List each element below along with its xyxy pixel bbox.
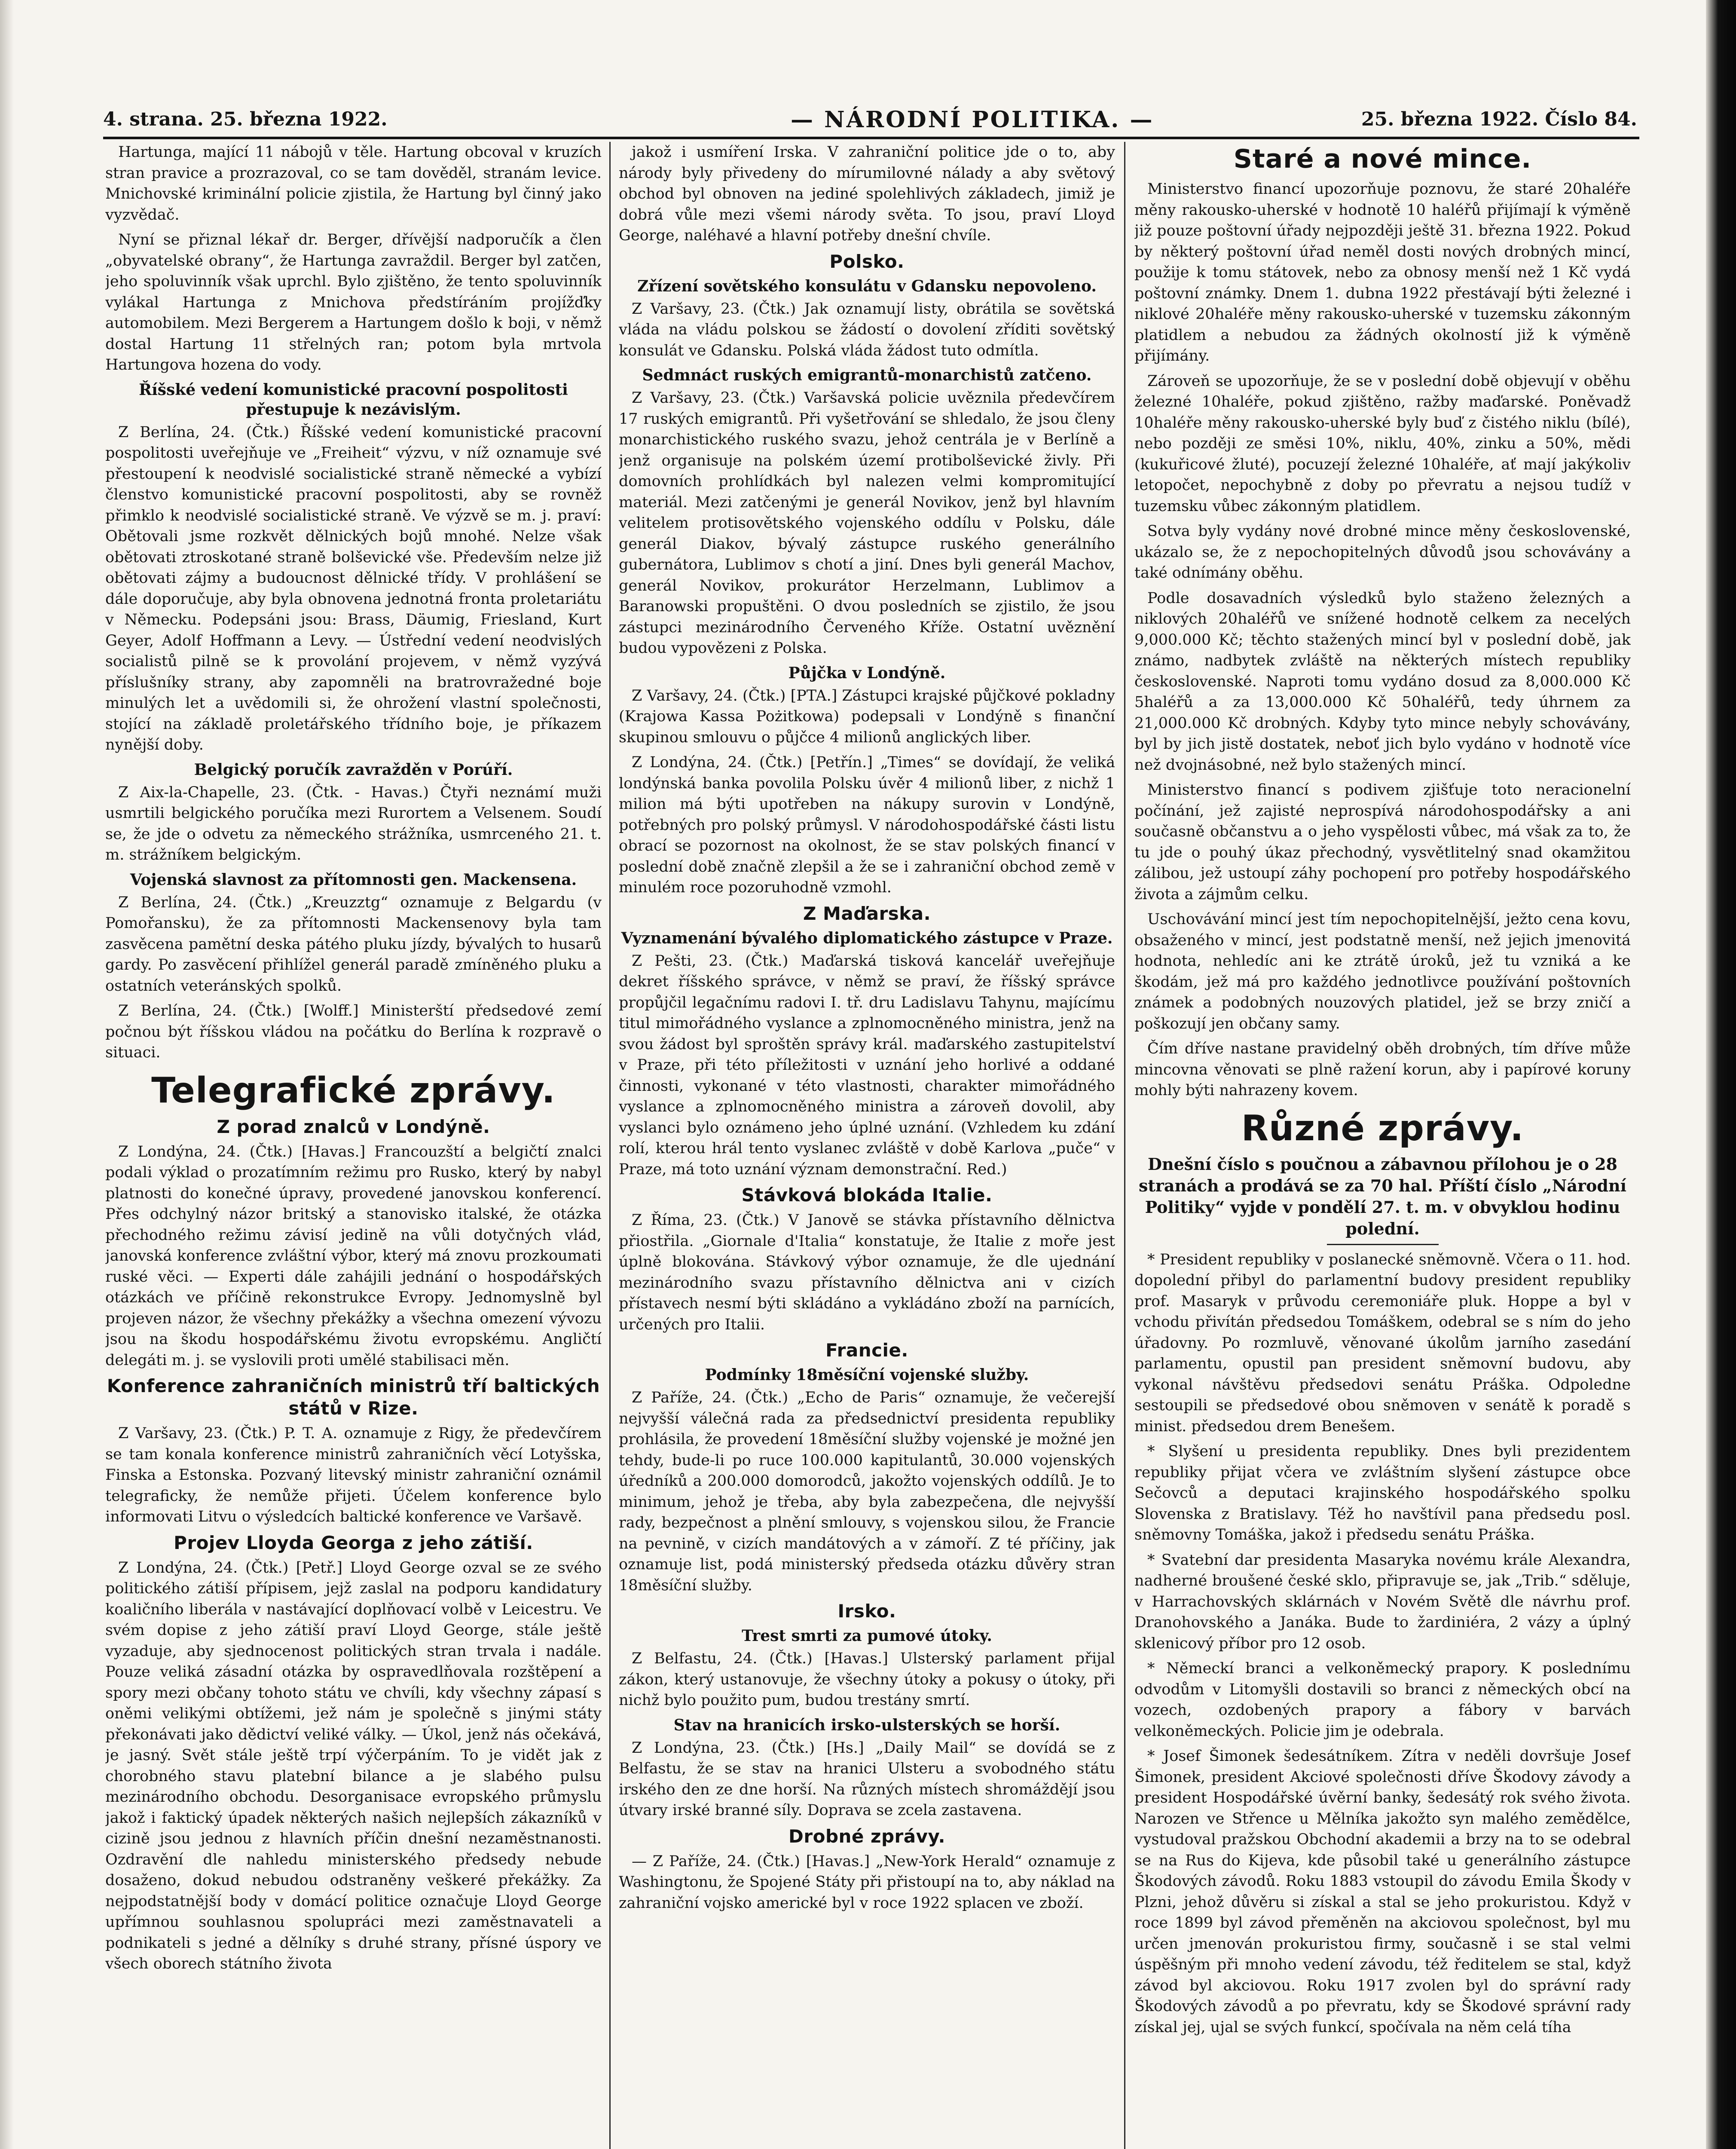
section-headline: Stávková blokáda Italie. xyxy=(741,1185,993,1206)
header-rule xyxy=(103,137,1639,139)
article-headline: Zřízení sovětského konsulátu v Gdansku nepovoleno. xyxy=(637,277,1097,295)
masthead-title: — NÁRODNÍ POLITIKA. — xyxy=(791,107,1154,133)
article-headline: Konference zahraničních ministrů tří baltických států v Rize. xyxy=(107,1375,600,1419)
column-divider-1 xyxy=(609,142,611,2149)
article-paragraph: Z Pešti, 23. (Čtk.) Maďarská tisková kancelář uveřejňuje dekret říšského správce, v němž se praví, že říšský správce propůjčil legačnímu radovi I. tř. dru Ladislavu Tahynu, majícímu titul mimořádného vyslance a zplnomocněného ministra, jenž na svou žádost byl sproštěn správy král. maďarského zastupitelství v Praze, při této příležitosti v uznání jeho horlivé a oddané činnosti, vykonané v této vlastnosti, charakter mimořádného vyslance a zplnomocněného ministra a zároveň dovolil, aby vyslanci bylo oznámeno jeho úplné uznání. (Vzhledem ku zdání rolí, kterou hrál tento vyslanec zvláště v době Karlova „puče“ v Praze, má toto uznání význam demonstrační. Red.) xyxy=(619,952,1115,1178)
article-paragraph: Z Říma, 23. (Čtk.) V Janově se stávka přístavního dělnictva přiostřila. „Giornale d'Italia“ konstatuje, že Italie z moře jest úplně blokována. Stávkový výbor oznamuje, že dle ujednání mezinárodního svazu přístavního dělnictva ani v cizích přístavech nesmí býti skládáno a vykládáno zboží na parnících, určených pro Italii. xyxy=(619,1212,1115,1333)
article-paragraph: Z Aix-la-Chapelle, 23. (Čtk. - Havas.) Čtyři neznámí muži usmrtili belgického poručíka mezi Rurortem a Velsenem. Soudí se, že jde o odvetu za německého strážníka, usmrceného 21. t. m. strážníkem belgickým. xyxy=(105,784,602,863)
header-issue-number: 25. března 1922. Číslo 84. xyxy=(1361,108,1637,130)
column-2 xyxy=(619,142,1115,2149)
article-headline: Vojenská slavnost za přítomnosti gen. Mackensena. xyxy=(130,870,577,889)
article-paragraph: * Slyšení u presidenta republiky. Dnes byli prezidentem republiky přijat včera ve zvláštním slyšení zástupce obce Sečovců a deputaci krajinského hospodářského spolku Slovenska z Bratislavy. Též ho navštívil pana předsedu posl. sněmovny Tomáška, jakož i předsedu senátu Práška. xyxy=(1134,1443,1631,1543)
article-headline: Z porad znalců v Londýně. xyxy=(217,1116,490,1137)
article-paragraph: Uschovávání mincí jest tím nepochopitelnější, ježto cena kovu, obsaženého v mincí, jest podstatně menší, než jejich jmenovitá hodnota, nehledíc ani ke ztrátě úroků, jež tu vzniká a ke škodám, jež má pro každého jednotlivce používání poštovních známek a podobných nouzových platidel, jež se brzy zničí a poškozují jen občany samy. xyxy=(1134,911,1631,1032)
article-paragraph: Hartunga, mající 11 nábojů v těle. Hartung obcoval v kruzích stran pravice a prozrazoval, co se tam dověděl, stranám levice. Mnichovské kriminální policie zjistila, že Hartung byl činný jako vyzvědač. xyxy=(105,144,602,223)
scan-right-edge xyxy=(1706,0,1736,2149)
column-1 xyxy=(105,142,602,2149)
article-paragraph: Zároveň se upozorňuje, že se v poslední době objevují v oběhu železné 10haléře, pokud zjištěno, ražby maďarské. Poněvadž 10haléře měny rakousko-uherské byly buď z čistého niklu (bílé), nebo později ze směsi 10%, niklu, 40%, zinku a 50%, mědi (kukuřicové žluté), pocuzejí železné 10haléře, ať mají jakýkoliv letopočet, nepochybně z doby po převratu a nejsou tudíž v tuzemsku vůbec zákonným platidlem. xyxy=(1134,372,1631,515)
article-paragraph: Z Berlína, 24. (Čtk.) [Wolff.] Ministerští předsedové zemí počnou být říšskou vládou na počátku do Berlína k rozpravě o situaci. xyxy=(105,1002,602,1061)
header-date-left: 4. strana. 25. března 1922. xyxy=(103,108,388,130)
column-divider-2 xyxy=(1124,142,1125,2149)
section-headline: Polsko. xyxy=(829,251,905,272)
article-paragraph: Z Londýna, 24. (Čtk.) [Petř.] Lloyd George ozval se ze svého politického zátiší přípisem, jejž zaslal na podporu kandidatury koaličního liberála v nastávající doplňovací volbě v Leicestru. Ve svém dopise z jeho zátiší praví Lloyd George, stále ještě vyzaduje, aby sjednocenost politických stran trvala i nadále. Pouze veliká zásadní otázka by ospravedlňovala rozštěpení a spory mezi občany tohoto státu ve chvíli, kdy všechny zápasí s oněmi velikými obtížemi, jež nám je společně s jinými státy překonávati jako dědictví veliké války. — Úkol, jenž nás očekává, je jasný. Svět stále ještě trpí výčerpáním. To je vidět jak z chorobného stavu platební bilance a je slabého pulsu mezinárodního obchodu. Desorganisace evropského průmyslu jakož i faktický úpadek některých našich nejlepších zákazníků v cizině jsou jednou z hlavních příčin dnešní nezaměstnanosti. Ozdravění dle nahledu ministerského předsedy nebude dosaženo, dokud nebudou odstraněny veškeré překážky. Za nejpodstatnější body v domácí politice označuje Lloyd George upřímnou souhlasnou spolupráci mezi zaměstnavateli a podnikateli s jedné a dělníky s druhé strany, přísné úspory ve všech oborech státního života xyxy=(105,1559,602,1972)
section-title: Staré a nové mince. xyxy=(1233,144,1532,174)
article-headline: Podmínky 18měsíční vojenské služby. xyxy=(705,1366,1029,1384)
article-paragraph: jakož i usmíření Irska. V zahraniční politice jde o to, aby národy byly přivedeny do mírumilovné nálady a aby světový obchod byl obnoven na jediné spolehlivých základech, jimiž je dobrá vůle mezi všemi národy světa. To jsou, praví Lloyd George, naléhavé a hlavní potřeby dnešní chvíle. xyxy=(619,144,1115,244)
article-headline: Belgický poručík zavražděn v Porúří. xyxy=(194,760,513,779)
article-headline: Sedmnáct ruských emigrantů-monarchistů zatčeno. xyxy=(642,366,1092,384)
article-paragraph: Z Paříže, 24. (Čtk.) „Echo de Paris“ oznamuje, že večerejší nejvyšší válečná rada za předsednictví presidenta republiky prohlásila, že provedení 18měsíční služby vojenské je možné jen tehdy, bude-li po ruce 100.000 kapitulantů, 30.000 vojenských úředníků a 200.000 domorodců, jakožto vojenských oddílů. Je to minimum, jehož je třeba, aby byla zabezpečena, dle nejvyšší rady, bezpečnost a plnění smlouvy, s vojenskou silou, že Francie na pevnině, v cizích mandátových a v zámoří. Z té příčiny, jak oznamuje list, podá ministerský předseda otázku důvěry stran 18měsíční služby. xyxy=(619,1389,1115,1594)
article-paragraph: Z Londýna, 23. (Čtk.) [Hs.] „Daily Mail“ se dovídá se z Belfastu, že se stav na hranici Ulsteru a svobodného státu irského den ze dne horší. Na různých místech shromáždějí jsou útvary irské branné síly. Doprava se zcela zastavena. xyxy=(619,1739,1115,1819)
article-headline: Projev Lloyda Georga z jeho zátiší. xyxy=(174,1532,533,1553)
article-paragraph: Čím dříve nastane pravidelný oběh drobných, tím dříve může mincovna věnovati se plně ražení korun, aby i papírové koruny mohly býti nahrazeny kovem. xyxy=(1134,1040,1631,1099)
article-paragraph: Z Varšavy, 24. (Čtk.) [PTA.] Zástupci krajské půjčkové pokladny (Krajowa Kassa Pożitkowa) podepsali v Londýně s finanční skupinou smlouvu o půjčce 4 milionů anglických liber. xyxy=(619,687,1115,746)
article-paragraph: Podle dosavadních výsledků bylo staženo železných a niklových 20haléřů ve snížené hodnotě celkem za necelých 9,000.000 Kč; těchto stažených mincí byl v poslední době, jak známo, nadbytek zvláště na některých místech republiky československé. Naproti tomu vydáno dosud za 8,000.000 Kč 5haléřů a za 13,000.000 Kč 50haléřů, tedy úhrnem za 21,000.000 Kč drobných. Kdyby tyto mince nebyly schovávány, byl by jich jistě dostatek, neboť jich bylo vydáno v hodnotě více než dvojnásobné, než bylo stažených mincí. xyxy=(1134,589,1631,774)
article-paragraph: Ministerstvo financí s podivem zjišťuje toto neracionelní počínání, jež zajisté neprospívá národohospodářsky a ani současně občanstvu a o jeho vyspělosti vůbec, má však za to, že tu jde o pouhý úkaz přechodný, vysvětlitelný snad okamžitou zálibou, jež ustoupí záhy pochopení pro potřeby hospodářského života a zájmům celku. xyxy=(1134,781,1631,903)
article-paragraph: Sotva byly vydány nové drobné mince měny československé, ukázalo se, že z nepochopitelných důvodů jsou schovávány a také odnímány oběhu. xyxy=(1134,523,1631,582)
section-headline: Irsko. xyxy=(837,1601,896,1622)
article-paragraph: * Josef Šimonek šedesátníkem. Zítra v neděli dovršuje Josef Šimonek, president Akciové společnosti dříve Škodovy závody a president Hospodářské úvěrní banky, šedesátý rok svého života. Narozen ve Střence u Mělníka jakožto syn malého zemědělce, vystudoval pražskou Obchodní akademii a brzy na to se odebral se na Rus do Kijeva, kde působil také u generálního zástupce Škodových závodů. Roku 1883 vstoupil do závodu Emila Škody v Plzni, jehož důvěru si získal a stal se jeho prokuristou. Když v roce 1899 byl závod přeměněn na akciovou společnost, byl mu určen jmenován prokuristou firmy, současně i se stal velmi úspěšným při mnoho vedení závodu, též ředitelem se stal, když závod byl akciovou. Roku 1917 zvolen byl do správní rady Škodových závodů a po převratu, kdy se Škodové správní rady získal jej, ujal se svých funkcí, spočívala na něm celá tíha xyxy=(1134,1748,1631,2036)
article-paragraph: Z Londýna, 24. (Čtk.) [Havas.] Francouzští a belgičtí znalci podali výklad o prozatímním režimu pro Rusko, který by nabyl platnosti do konečné úpravy, provedené janovskou konferencí. Přes odchylný názor britský a stanovisko italské, že otázka přechodného režimu závisí jedině na vůli dotyčných vlád, janovská konference zvláštní výbor, který má znovu prozkoumati ruské věci. — Experti dále zahájili jednání o hospodářských otázkách ve příčině rekonstrukce Evropy. Jednomyslně byl projeven názor, že všechny překážky a všechna omezení vývozu jsou na škodu hospodářskému životu evropskému. Angličtí delegáti m. j. se vyslovili proti umělé stabilisaci měn. xyxy=(105,1143,602,1369)
article-paragraph: Z Varšavy, 23. (Čtk.) Jak oznamují listy, obrátila se sovětská vláda na vládu polskou se žádostí o dovolení zříditi sovětský konsulát ve Gdansku. Polská vláda žádost tuto odmítla. xyxy=(619,300,1115,359)
article-paragraph: Z Londýna, 24. (Čtk.) [Petřín.] „Times“ se dovídají, že veliká londýnská banka povolila Polsku úvěr 4 milionů liber, z nichž 1 milion má býti upotřeben na nákupy surovin v Londýně, potřebných pro polský průmysl. V národohospodářské části listu obrací se pozornost na okolnost, že se stav polských financí v poslední době značně zlepšil a že se i zahraniční obchod země v minulém roce pozoruhodně vzmohl. xyxy=(619,754,1115,896)
article-paragraph: * President republiky v poslanecké sněmovně. Včera o 11. hod. dopolední přibyl do parlamentní budovy president republiky prof. Masaryk v průvodu ceremoniáře pluk. Hoppe a byl v vchodu přivítán předsedou Tomáškem, odebral se s ním do jeho úřadovny. Po rozmluvě, věnované úkolům jarního zasedání parlamentu, opustil pan president sněmovní budovu, aby vykonal návštěvu předsedovi senátu Práška. Odpoledne sestoupili se předsedové obou sněmoven v senátě k poradě s minist. předsedou drem Benešem. xyxy=(1134,1251,1631,1435)
article-paragraph: Nyní se přiznal lékař dr. Berger, dřívější nadporučík a člen „obyvatelské obrany“, že Hartunga zavraždil. Berger byl zatčen, jeho spoluvinník však uprchl. Bylo zjištěno, že tento spoluvinník vylákal Hartunga z Mnichova předstíráním projížďky automobilem. Mezi Bergerem a Hartungem došlo k boji, v němž dostal Hartung 11 střelných ran; potom byla mrtvola Hartungova hozena do vody. xyxy=(105,231,602,373)
article-headline: Stav na hranicích irsko-ulsterských se horší. xyxy=(673,1716,1061,1734)
article-paragraph: * Německí branci a velkoněmecký prapory. K poslednímu odvodům v Litomyšli dostavili so branci z německých obcí na vozech, ozdobených prapory a fábory v barvách velkoněmeckých. Policie jim je odebrala. xyxy=(1134,1660,1631,1740)
article-headline: Vyznamenání bývalého diplomatického zástupce v Praze. xyxy=(621,929,1113,947)
article-paragraph: — Z Paříže, 24. (Čtk.) [Havas.] „New-York Herald“ oznamuje z Washingtonu, že Spojené Státy při přistoupí na to, aby náklad na zahraniční vojsko americké byl v roce 1922 splacen ve zboží. xyxy=(619,1852,1115,1912)
section-title: Různé zprávy. xyxy=(1241,1108,1524,1149)
article-paragraph: Z Berlína, 24. (Čtk.) „Kreuzztg“ oznamuje z Belgardu (v Pomořansku), že za přítomnosti Mackensenovy byla tam zasvěcena pamětní deska pátého pluku jízdy, bývalých to husarů gardy. Po zasvěcení přihlížel generál paradě zmíněného pluku a ostatních veteránských spolků. xyxy=(105,894,602,995)
section-headline: Francie. xyxy=(825,1340,908,1361)
article-paragraph: Z Belfastu, 24. (Čtk.) [Havas.] Ulsterský parlament přijal zákon, který ustanovuje, že všechny útoky a pokusy o útoky, při nichž bylo použito pum, budou trestány smrtí. xyxy=(619,1650,1115,1709)
column-3 xyxy=(1134,142,1631,2149)
article-paragraph: * Svatební dar presidenta Masaryka novému krále Alexandra, nadherné broušené české sklo, připravuje se, jak „Trib.“ sděluje, v Harrachovských sklárnách v Novém Světě dle návrhu prof. Dranohovského a Janáka. Bude to žardiniéra, 2 vázy a úplný sklenicový příbor pro 12 osob. xyxy=(1134,1551,1631,1652)
article-headline: Říšské vedení komunistické pracovní pospolitosti přestupuje k nezávislým. xyxy=(139,380,568,419)
section-headline: Drobné zprávy. xyxy=(789,1825,945,1847)
article-paragraph: Z Berlína, 24. (Čtk.) Říšské vedení komunistické pracovní pospolitosti uveřejňuje ve „Freiheit“ výzvu, v níž oznamuje své přestoupení k neodvislé socialistické straně německé a vybízí členstvo komunistické pracovní pospolitosti, aby se rovněž přimklo k neodvislé socialistické straně. Ve výzvě se m. j. praví: Obětovali jsme rozkvět dělnických bojů mnohé. Nelze však obětovati ztroskotané straně bolševické vše. Především nelze již obětovati zájmy a budoucnost dělnické třídy. V prohlášení se dále doporučuje, aby byla obnovena jednotná fronta proletariátu v Německu. Podepsáni jsou: Brass, Däumig, Friesland, Kurt Geyer, Adolf Hoffmann a Levy. — Ústřední vedení neodvislých socialistů pilně se k provolání projevem, v němž vyzývá příslušníky strany, aby zapomněli na bratrovražedné boje minulých let a uvědomili si, že ohrožení vlastní společnosti, stojící na základě proletářského třídního boje, je příkazem nynější doby. xyxy=(105,423,602,753)
section-title: Telegrafické zprávy. xyxy=(151,1070,556,1111)
article-paragraph: Z Varšavy, 23. (Čtk.) Varšavská policie uvěznila předevčírem 17 ruských emigrantů. Při vyšetřování se shledalo, že jsou členy monarchistického ruského svazu, jehož centrála je v Berlíně a jenž organisuje na polském území protibolševické živly. Při domovních prohlídkách byl nalezen velmi kompromitující materiál. Mezi zatčenými je generál Novikov, jenž byl hlavním velitelem protisovětského vojenského oddílu v Polsku, dále generál Diakov, bývalý zástupce ruského generálního gubernátora, Lublimov s chotí a jiní. Dnes byli generál Machov, generál Novikov, prokurátor Herzelmann, Lublimov a Baranowski propuštěni. O dvou posledních se zjistilo, že jsou zástupci mezinárodního Červeného Kříže. Ostatní uvěznění budou vypovězeni z Polska. xyxy=(619,389,1115,657)
article-headline: Půjčka v Londýně. xyxy=(788,664,946,682)
article-headline: Trest smrti za pumové útoky. xyxy=(742,1627,992,1645)
article-paragraph: Z Varšavy, 23. (Čtk.) P. T. A. oznamuje z Rigy, že předevčírem se tam konala konference ministrů zahraničních věcí Lotyšska, Finska a Estonska. Pozvaný litevský ministr zahraniční oznámil telegraficky, že nemůže přijeti. Účelem konference bylo informovati Litvu o výsledcích baltické konference ve Varšavě. xyxy=(105,1425,602,1525)
scan-left-edge xyxy=(0,0,14,2149)
divider xyxy=(1327,1244,1439,1245)
article-paragraph: Ministerstvo financí upozorňuje poznovu, že staré 20haléře měny rakousko-uherské v hodnotě 10 haléřů přijímají k výměně již pouze poštovní úřady nejpozději ještě 31. března 1922. Pokud by některý poštovní úřad neměl dosti nových drobných mincí, použije k tomu státovek, nebo za obnosy menší než 1 Kč vydá poštovní známky. Dnem 1. dubna 1922 přestávají býti železné i niklové 20haléře měny rakousko-uherské v tuzemsku zákonným platidlem a nebudou za žádných okolností již k výměně přijímány. xyxy=(1134,181,1631,364)
section-headline: Z Maďarska. xyxy=(803,903,931,924)
issue-notice: Dnešní číslo s poučnou a zábavnou přílohou je o 28 stranách a prodává se za 70 hal. Příští číslo „Národní Politiky“ vyjde v pondělí 27. t. m. v obvyklou hodinu polední. xyxy=(1138,1154,1627,1238)
